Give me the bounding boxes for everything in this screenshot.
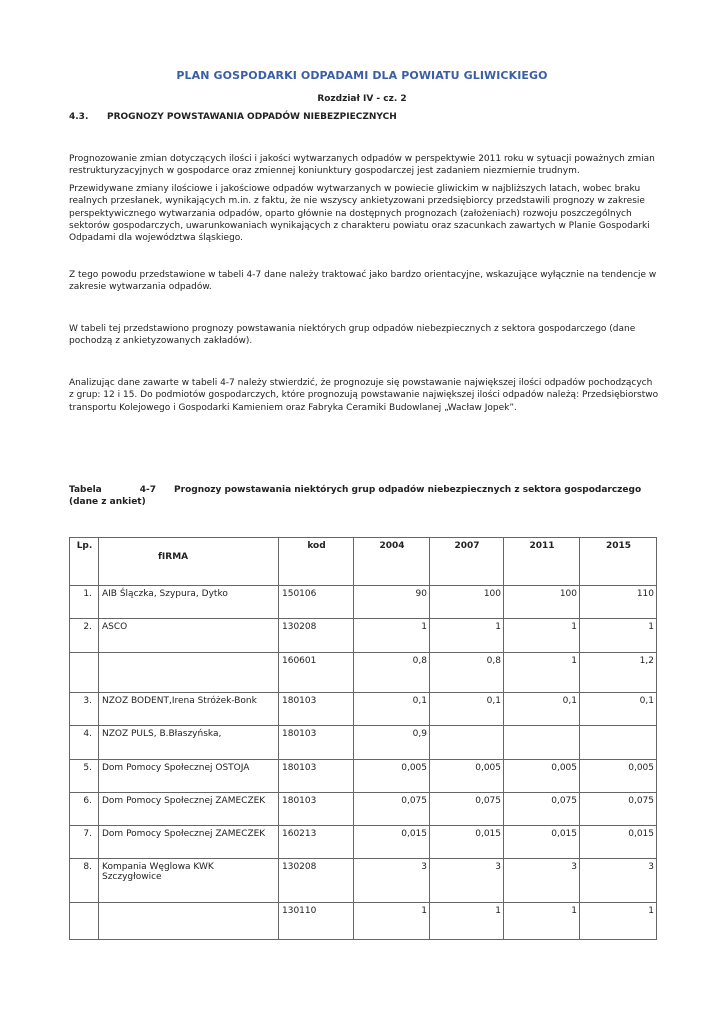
cell-2011: 1 xyxy=(504,653,580,693)
chapter-label: Rozdział IV - cz. 2 xyxy=(317,94,407,104)
cell-2015: 0,015 xyxy=(580,826,657,859)
cell-kod: 180103 xyxy=(279,693,354,726)
cell-2015 xyxy=(580,726,657,760)
cell-2015: 0,075 xyxy=(580,793,657,826)
cell-2007: 0,015 xyxy=(430,826,504,859)
cell-lp: 4. xyxy=(70,726,99,760)
cell-2007: 3 xyxy=(430,859,504,903)
cell-2007: 1 xyxy=(430,903,504,940)
header-2011: 2011 xyxy=(504,538,580,586)
paragraph-2: Przewidywane zmiany ilościowe i jakościowe odpadów wytwarzanych w powiecie gliwickim w najbliższych latach, wobec braku realnych przesłanek, wynikających m.in. z faktu, że nie wszyscy ankietyzowani przedsiębiorcy przedstawili prognozy w zakresie perspektywicznego wytwarzania odpadów, oparto głównie na dostępnych prognozach (założeniach) rozwoju poszczególnych sektorów gospodarczych, uwarunkowaniach wynikających z charakteru powiatu oraz szacunkach zawartych w Planie Gospodarki Odpadami dla województwa śląskiego. xyxy=(69,184,650,244)
header-firma-label: fIRMA xyxy=(158,552,189,562)
section-heading xyxy=(69,112,397,122)
paragraph-3: Z tego powodu przedstawione w tabeli 4-7 dane należy traktować jako bardzo orientacyjne, wskazujące wyłącznie na tendencje w zakresie wytwarzania odpadów. xyxy=(69,270,657,293)
cell-lp xyxy=(70,653,99,693)
cell-kod: 130208 xyxy=(279,859,354,903)
cell-2011: 0,005 xyxy=(504,760,580,793)
cell-kod: 130208 xyxy=(279,619,354,653)
table-row xyxy=(70,903,657,940)
cell-2004: 3 xyxy=(354,859,430,903)
cell-lp: 7. xyxy=(70,826,99,859)
cell-kod: 180103 xyxy=(279,793,354,826)
table-caption-label: Tabela xyxy=(69,485,102,495)
cell-2004: 0,9 xyxy=(354,726,430,760)
cell-2004: 0,8 xyxy=(354,653,430,693)
table-caption-text: Prognozy powstawania niektórych grup odpadów niebezpiecznych z sektora gospodarczego (dane z ankiet) xyxy=(69,485,642,508)
paragraph-4: W tabeli tej przedstawiono prognozy powstawania niektórych grup odpadów niebezpiecznych z sektora gospodarczego (dane pochodzą z ankietyzowanych zakładów). xyxy=(69,324,636,347)
cell-2007: 0,075 xyxy=(430,793,504,826)
cell-2004: 1 xyxy=(354,903,430,940)
cell-firma: Kompania Węglowa KWK Szczygłowice xyxy=(99,859,279,903)
table-row xyxy=(70,693,657,726)
cell-2011: 0,075 xyxy=(504,793,580,826)
header-firma xyxy=(99,538,279,586)
cell-kod: 180103 xyxy=(279,760,354,793)
table-row xyxy=(70,653,657,693)
cell-lp: 1. xyxy=(70,586,99,619)
cell-firma xyxy=(99,903,279,940)
section-number: 4.3. xyxy=(69,112,89,122)
cell-2011 xyxy=(504,726,580,760)
cell-2011: 0,015 xyxy=(504,826,580,859)
cell-2015: 110 xyxy=(580,586,657,619)
cell-kod: 160601 xyxy=(279,653,354,693)
cell-2007: 0,8 xyxy=(430,653,504,693)
cell-lp: 2. xyxy=(70,619,99,653)
cell-2004: 0,015 xyxy=(354,826,430,859)
cell-2007 xyxy=(430,726,504,760)
cell-firma xyxy=(99,653,279,693)
cell-2004: 90 xyxy=(354,586,430,619)
cell-kod: 160213 xyxy=(279,826,354,859)
cell-2015: 3 xyxy=(580,859,657,903)
cell-lp: 5. xyxy=(70,760,99,793)
header-2015: 2015 xyxy=(580,538,657,586)
cell-2007: 1 xyxy=(430,619,504,653)
table-row xyxy=(70,726,657,760)
cell-kod: 180103 xyxy=(279,726,354,760)
table-row xyxy=(70,619,657,653)
cell-firma: NZOZ PULS, B.Błaszyńska, xyxy=(99,726,279,760)
cell-2015: 0,005 xyxy=(580,760,657,793)
cell-2004: 0,1 xyxy=(354,693,430,726)
cell-2015: 1 xyxy=(580,619,657,653)
cell-2011: 3 xyxy=(504,859,580,903)
cell-2007: 0,1 xyxy=(430,693,504,726)
table-row xyxy=(70,859,657,903)
document-title: PLAN GOSPODARKI ODPADAMI DLA POWIATU GLIWICKIEGO xyxy=(176,69,548,82)
cell-lp: 3. xyxy=(70,693,99,726)
waste-forecast-table xyxy=(69,537,657,940)
cell-firma: NZOZ BODENT,Irena Stróżek-Bonk xyxy=(99,693,279,726)
header-lp: Lp. xyxy=(70,538,99,586)
cell-firma: Dom Pomocy Społecznej OSTOJA xyxy=(99,760,279,793)
paragraph-5: Analizując dane zawarte w tabeli 4-7 należy stwierdzić, że prognozuje się powstawanie największej ilości odpadów pochodzących z grup: 12 i 15. Do podmiotów gospodarczych, które prognozują powstawanie największej ilości odpadów należą: Przedsiębiorstwo transportu Kolejowego i Gospodarki Kamieniem oraz Fabryka Ceramiki Budowlanej „Wacław Jopek”. xyxy=(69,378,659,413)
cell-2015: 0,1 xyxy=(580,693,657,726)
cell-2015: 1 xyxy=(580,903,657,940)
cell-firma: Dom Pomocy Społecznej ZAMECZEK xyxy=(99,793,279,826)
paragraph-1: Prognozowanie zmian dotyczących ilości i jakości wytwarzanych odpadów w perspektywie 2011 roku w sytuacji poważnych zmian restrukturyzacyjnych w gospodarce oraz zmiennej koniunktury gospodarczej jest zadaniem niezmiernie trudnym. xyxy=(69,154,655,177)
cell-kod: 150106 xyxy=(279,586,354,619)
table-row xyxy=(70,793,657,826)
table-header-row xyxy=(70,538,657,586)
cell-firma: ASCO xyxy=(99,619,279,653)
cell-2004: 0,005 xyxy=(354,760,430,793)
cell-2007: 0,005 xyxy=(430,760,504,793)
cell-2007: 100 xyxy=(430,586,504,619)
cell-firma: AIB Ślączka, Szypura, Dytko xyxy=(99,586,279,619)
cell-2011: 100 xyxy=(504,586,580,619)
header-kod: kod xyxy=(279,538,354,586)
table-caption-number: 4-7 xyxy=(139,485,157,495)
cell-2011: 1 xyxy=(504,619,580,653)
cell-2011: 0,1 xyxy=(504,693,580,726)
cell-lp: 6. xyxy=(70,793,99,826)
cell-2015: 1,2 xyxy=(580,653,657,693)
cell-kod: 130110 xyxy=(279,903,354,940)
table-row xyxy=(70,826,657,859)
header-2004: 2004 xyxy=(354,538,430,586)
cell-lp xyxy=(70,903,99,940)
table-caption xyxy=(69,484,659,509)
section-title: PROGNOZY POWSTAWANIA ODPADÓW NIEBEZPIECZNYCH xyxy=(107,112,397,122)
cell-2004: 0,075 xyxy=(354,793,430,826)
cell-lp: 8. xyxy=(70,859,99,903)
cell-2011: 1 xyxy=(504,903,580,940)
table-row xyxy=(70,586,657,619)
table-row xyxy=(70,760,657,793)
cell-2004: 1 xyxy=(354,619,430,653)
cell-firma: Dom Pomocy Społecznej ZAMECZEK xyxy=(99,826,279,859)
header-2007: 2007 xyxy=(430,538,504,586)
